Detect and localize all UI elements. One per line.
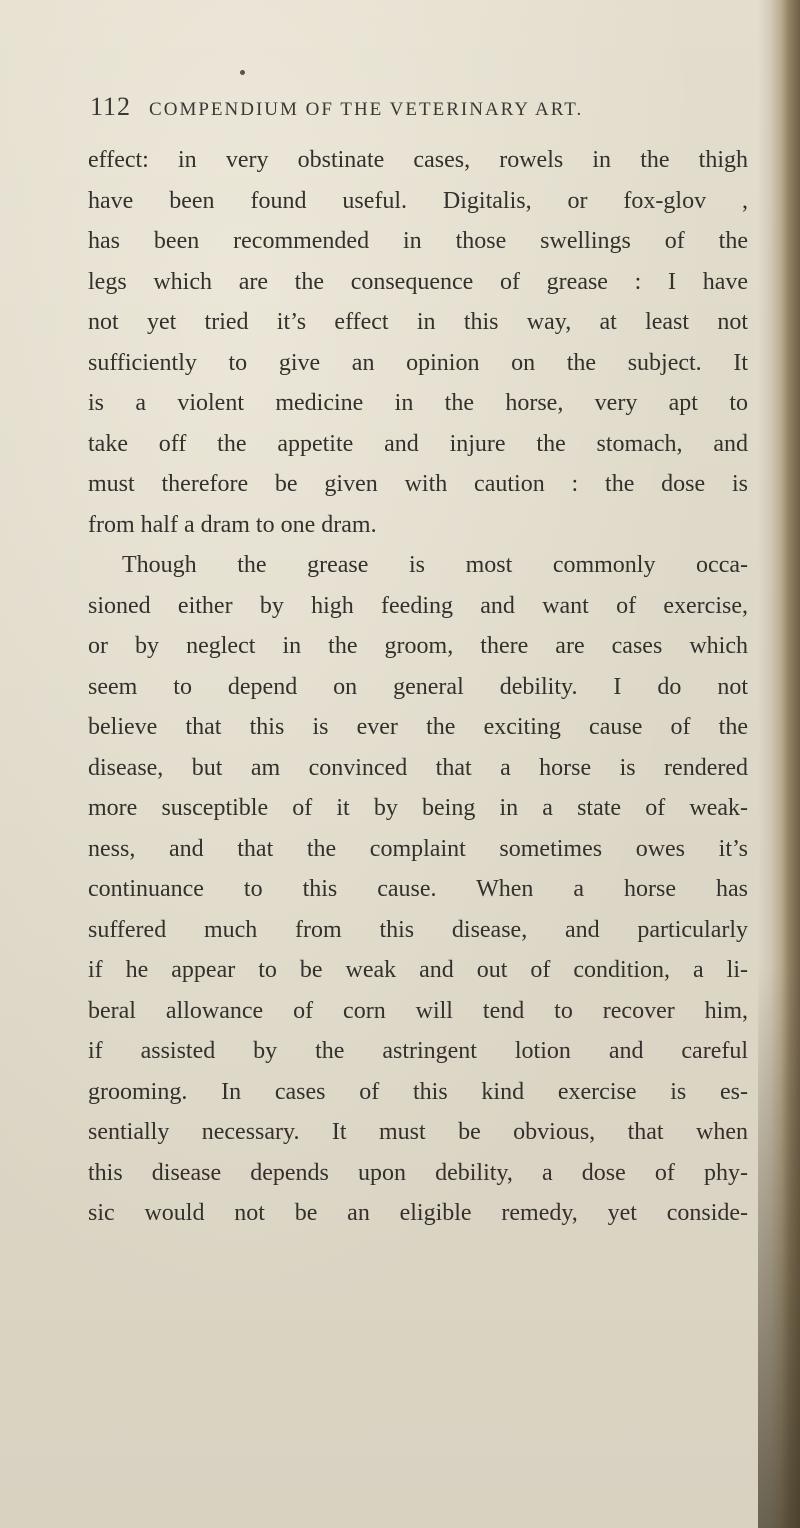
- text-line: legs which are the consequence of grease : I have: [88, 268, 748, 295]
- text-line: not yet tried it’s effect in this way, at least not: [88, 309, 748, 335]
- text-line: more susceptible of it by being in a state of weak-: [88, 795, 748, 821]
- text-line: sic would not be an eligible remedy, yet conside-: [88, 1200, 748, 1226]
- text-line: disease, but am convinced that a horse is rendered: [88, 754, 748, 781]
- text-line: sentially necessary. It must be obvious, that when: [88, 1119, 748, 1145]
- text-line: believe that this is ever the exciting cause of the: [88, 714, 748, 740]
- text-line: is a violent medicine in the horse, very apt to: [88, 390, 748, 416]
- text-line: take off the appetite and injure the stomach, and: [88, 430, 748, 457]
- text-line: this disease depends upon debility, a dose of phy-: [88, 1159, 748, 1186]
- text-line: effect: in very obstinate cases, rowels in the thigh: [88, 147, 748, 173]
- text-line: sufficiently to give an opinion on the subject. It: [88, 349, 748, 376]
- text-line: grooming. In cases of this kind exercise is es-: [88, 1078, 748, 1105]
- text-line: continuance to this cause. When a horse has: [88, 876, 748, 902]
- text-line: from half a dram to one dram.: [88, 511, 377, 538]
- page-header: [90, 92, 730, 122]
- text-line: if assisted by the astringent lotion and careful: [88, 1038, 748, 1064]
- text-line: beral allowance of corn will tend to recover him,: [88, 997, 748, 1024]
- text-line: sioned either by high feeding and want of exercise,: [88, 592, 748, 619]
- page-number: 112: [90, 92, 132, 121]
- text-line: seem to depend on general debility. I do not: [88, 673, 748, 700]
- print-mark: [240, 70, 245, 75]
- text-line: ness, and that the complaint sometimes owes it’s: [88, 835, 748, 862]
- text-line: must therefore be given with caution : the dose is: [88, 471, 748, 497]
- body-text: [88, 140, 748, 1234]
- page-edge-shadow: [758, 0, 800, 1528]
- text-line: if he appear to be weak and out of condition, a li-: [88, 957, 748, 983]
- running-head: COMPENDIUM OF THE VETERINARY ART.: [149, 99, 584, 120]
- text-line: or by neglect in the groom, there are cases which: [88, 633, 748, 659]
- text-line: suffered much from this disease, and particularly: [88, 916, 748, 943]
- text-line: have been found useful. Digitalis, or fox-glov ,: [88, 187, 748, 214]
- paragraph-start-line: Though the grease is most commonly occa-: [122, 552, 748, 578]
- text-line: has been recommended in those swellings of the: [88, 228, 748, 254]
